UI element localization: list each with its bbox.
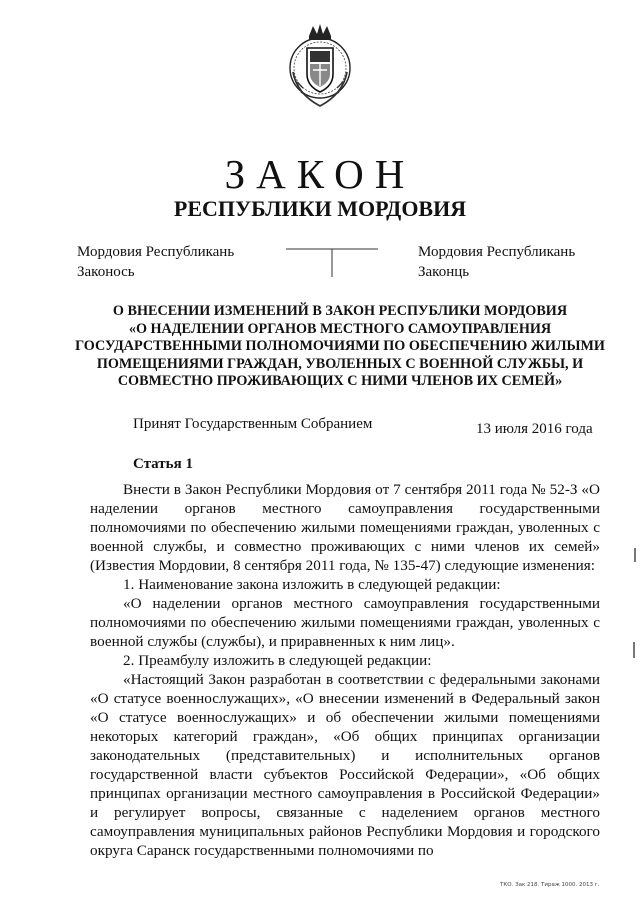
heading-line: ПОМЕЩЕНИЯМИ ГРАЖДАН, УВОЛЕННЫХ С ВОЕННОЙ СЛУЖБЫ, И: [96, 355, 584, 372]
scan-speck: [633, 642, 635, 658]
paragraph: Внести в Закон Республики Мордовия от 7 сентября 2011 года № 52-З «О наделении органов местного самоуправления государственными полномочиями по обеспечению жилыми помещениями граждан, уволенных с военной службы, и совместно проживающих с ними членов их семей» (Известия Мордовии, 8 сентября 2011 года, № 135-47) следующие изменения:: [90, 481, 600, 574]
caption-right-line-2: Законць: [418, 264, 470, 280]
paragraph: «О наделении органов местного самоуправления государственными полномочиями по обеспечению жилыми помещениями граждан, уволенных с военной службы (службы), и приравненных к ним лиц».: [90, 595, 600, 650]
article-body: [90, 480, 600, 860]
paragraph: 1. Наименование закона изложить в следующей редакции:: [123, 576, 501, 593]
erzya-caption-left: [77, 242, 234, 282]
article-title: Статья 1: [133, 456, 193, 472]
document-title: ЗАКОН: [224, 151, 416, 197]
document-subtitle: РЕСПУБЛИКИ МОРДОВИЯ: [173, 196, 467, 221]
center-divider-mark: [286, 247, 378, 277]
law-heading: [70, 303, 610, 391]
adopted-date: 13 июля 2016 года: [476, 421, 593, 437]
heading-line: ГОСУДАРСТВЕННЫМИ ПОЛНОМОЧИЯМИ ПО ОБЕСПЕЧЕНИЮ ЖИЛЫМИ: [75, 338, 605, 355]
caption-left-line-1: Мордовия Республикань: [77, 244, 235, 260]
heading-line: «О НАДЕЛЕНИИ ОРГАНОВ МЕСТНОГО САМОУПРАВЛЕНИЯ: [128, 320, 552, 337]
moksha-caption-right: [418, 242, 575, 282]
scan-speck: [634, 548, 636, 562]
paragraph: «Настоящий Закон разработан в соответствии с федеральными законами «О статусе военнослужащих», «О внесении изменений в Федеральный закон «О статусе военнослужащих» и об обеспечении жилыми помещениями некоторых категорий граждан», «Об общих принципах организации законодательных (представительных) и исполнительных органов государственной власти субъектов Российской Федерации», «Об общих принципах организации местного самоуправления в Российской Федерации» и регулирует вопросы, связанные с наделением органов местного самоуправления муниципальных районов Республики Мордовия и городского округа Саранск государственными полномочиями по: [90, 671, 600, 859]
heading-line: О ВНЕСЕНИИ ИЗМЕНЕНИЙ В ЗАКОН РЕСПУБЛИКИ МОРДОВИЯ: [112, 303, 568, 319]
heading-line: СОВМЕСТНО ПРОЖИВАЮЩИХ С НИМИ ЧЛЕНОВ ИХ СЕМЕЙ»: [117, 373, 563, 390]
print-footer: ТКО. Зак 218. Тираж 1000. 2013 г.: [500, 882, 600, 888]
adopted-by-text: Принят Государственным Собранием: [133, 416, 373, 432]
caption-left-line-2: Законось: [77, 264, 135, 280]
coat-of-arms-emblem: [287, 22, 353, 114]
caption-right-line-1: Мордовия Республикань: [418, 244, 576, 260]
paragraph: 2. Преамбулу изложить в следующей редакции:: [123, 652, 432, 669]
